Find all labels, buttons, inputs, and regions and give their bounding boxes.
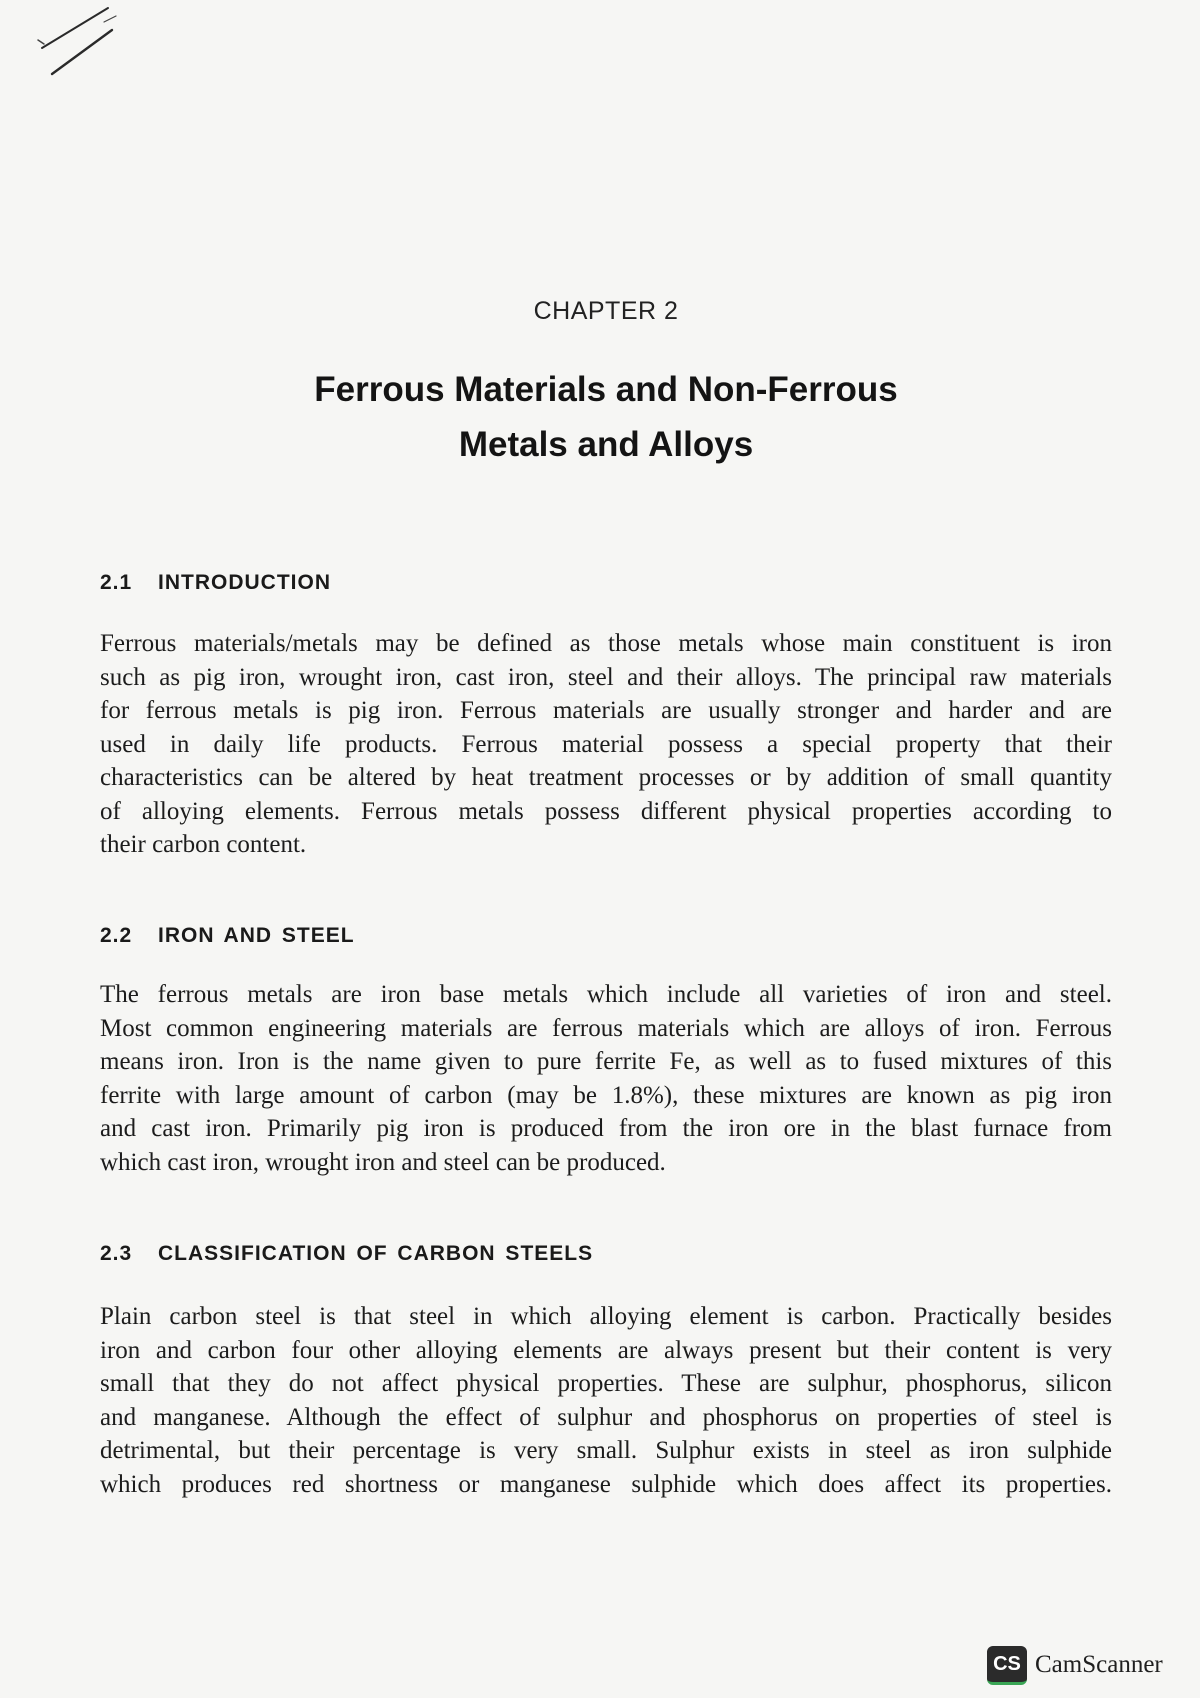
section-heading-introduction (100, 568, 1000, 598)
chapter-title-line: Metals and Alloys (458, 425, 754, 464)
section-paragraph-iron-and-steel (100, 978, 1112, 1179)
paragraph-line: their carbon content. (100, 831, 307, 858)
chapter-label: CHAPTER 2 (533, 297, 679, 325)
pen-stroke (38, 40, 44, 44)
section-title: CLASSIFICATION OF CARBON STEELS (158, 1242, 594, 1265)
camscanner-logo-icon: CS (987, 1646, 1027, 1685)
section-paragraph-classification (100, 1300, 1112, 1501)
section-title: INTRODUCTION (158, 571, 331, 594)
paragraph-line: Plain carbon steel is that steel in which alloying element is carbon. Practically besides (100, 1303, 1112, 1330)
paragraph-line: iron and carbon four other alloying elements are always present but their content is very (100, 1336, 1112, 1364)
section-number: 2.1 (100, 571, 133, 594)
camscanner-watermark (987, 1645, 1163, 1685)
pen-stroke (42, 8, 108, 48)
paragraph-line: and cast iron. Primarily pig iron is produced from the iron ore in the blast furnace from (100, 1115, 1112, 1142)
chapter-title-line: Ferrous Materials and Non-Ferrous (314, 370, 898, 409)
section-title: IRON AND STEEL (158, 924, 355, 947)
paragraph-line: ferrite with large amount of carbon (may be 1.8%), these mixtures are known as pig iron (100, 1081, 1112, 1109)
paragraph-line: Ferrous materials/metals may be defined as those metals whose main constituent is iron (100, 630, 1112, 657)
section-paragraph-introduction (100, 627, 1112, 862)
pen-stroke (104, 16, 116, 22)
paragraph-line: characteristics can be altered by heat treatment processes or by addition of small quantity (100, 764, 1112, 791)
paragraph-line: small that they do not affect physical properties. These are sulphur, phosphorus, silicon (100, 1370, 1112, 1397)
paragraph-line: such as pig iron, wrought iron, cast iron, steel and their alloys. The principal raw materials (100, 663, 1112, 691)
section-number: 2.3 (100, 1242, 133, 1265)
paragraph-line: means iron. Iron is the name given to pure ferrite Fe, as well as to fused mixtures of this (100, 1048, 1112, 1075)
paragraph-line: of alloying elements. Ferrous metals possess different physical properties according to (100, 797, 1112, 825)
camscanner-brand-text: CamScanner (1035, 1651, 1163, 1678)
paragraph-line: which produces red shortness or manganese sulphide which does affect its properties. (100, 1470, 1112, 1498)
section-number: 2.2 (100, 924, 133, 947)
pen-mark-decoration (30, 0, 130, 90)
paragraph-line: and manganese. Although the effect of sulphur and phosphorus on properties of steel is (100, 1403, 1112, 1431)
paragraph-line: detrimental, but their percentage is very small. Sulphur exists in steel as iron sulphide (100, 1437, 1112, 1464)
paragraph-line: used in daily life products. Ferrous material possess a special property that their (100, 730, 1112, 758)
paragraph-line: which cast iron, wrought iron and steel can be produced. (100, 1148, 666, 1176)
chapter-title (100, 362, 1112, 472)
paragraph-line: Most common engineering materials are ferrous materials which are alloys of iron. Ferrous (100, 1014, 1112, 1042)
paragraph-line: The ferrous metals are iron base metals which include all varieties of iron and steel. (100, 981, 1112, 1008)
section-heading-iron-and-steel (100, 921, 1000, 951)
section-heading-classification (100, 1239, 1000, 1269)
paragraph-line: for ferrous metals is pig iron. Ferrous materials are usually stronger and harder and are (100, 697, 1112, 724)
